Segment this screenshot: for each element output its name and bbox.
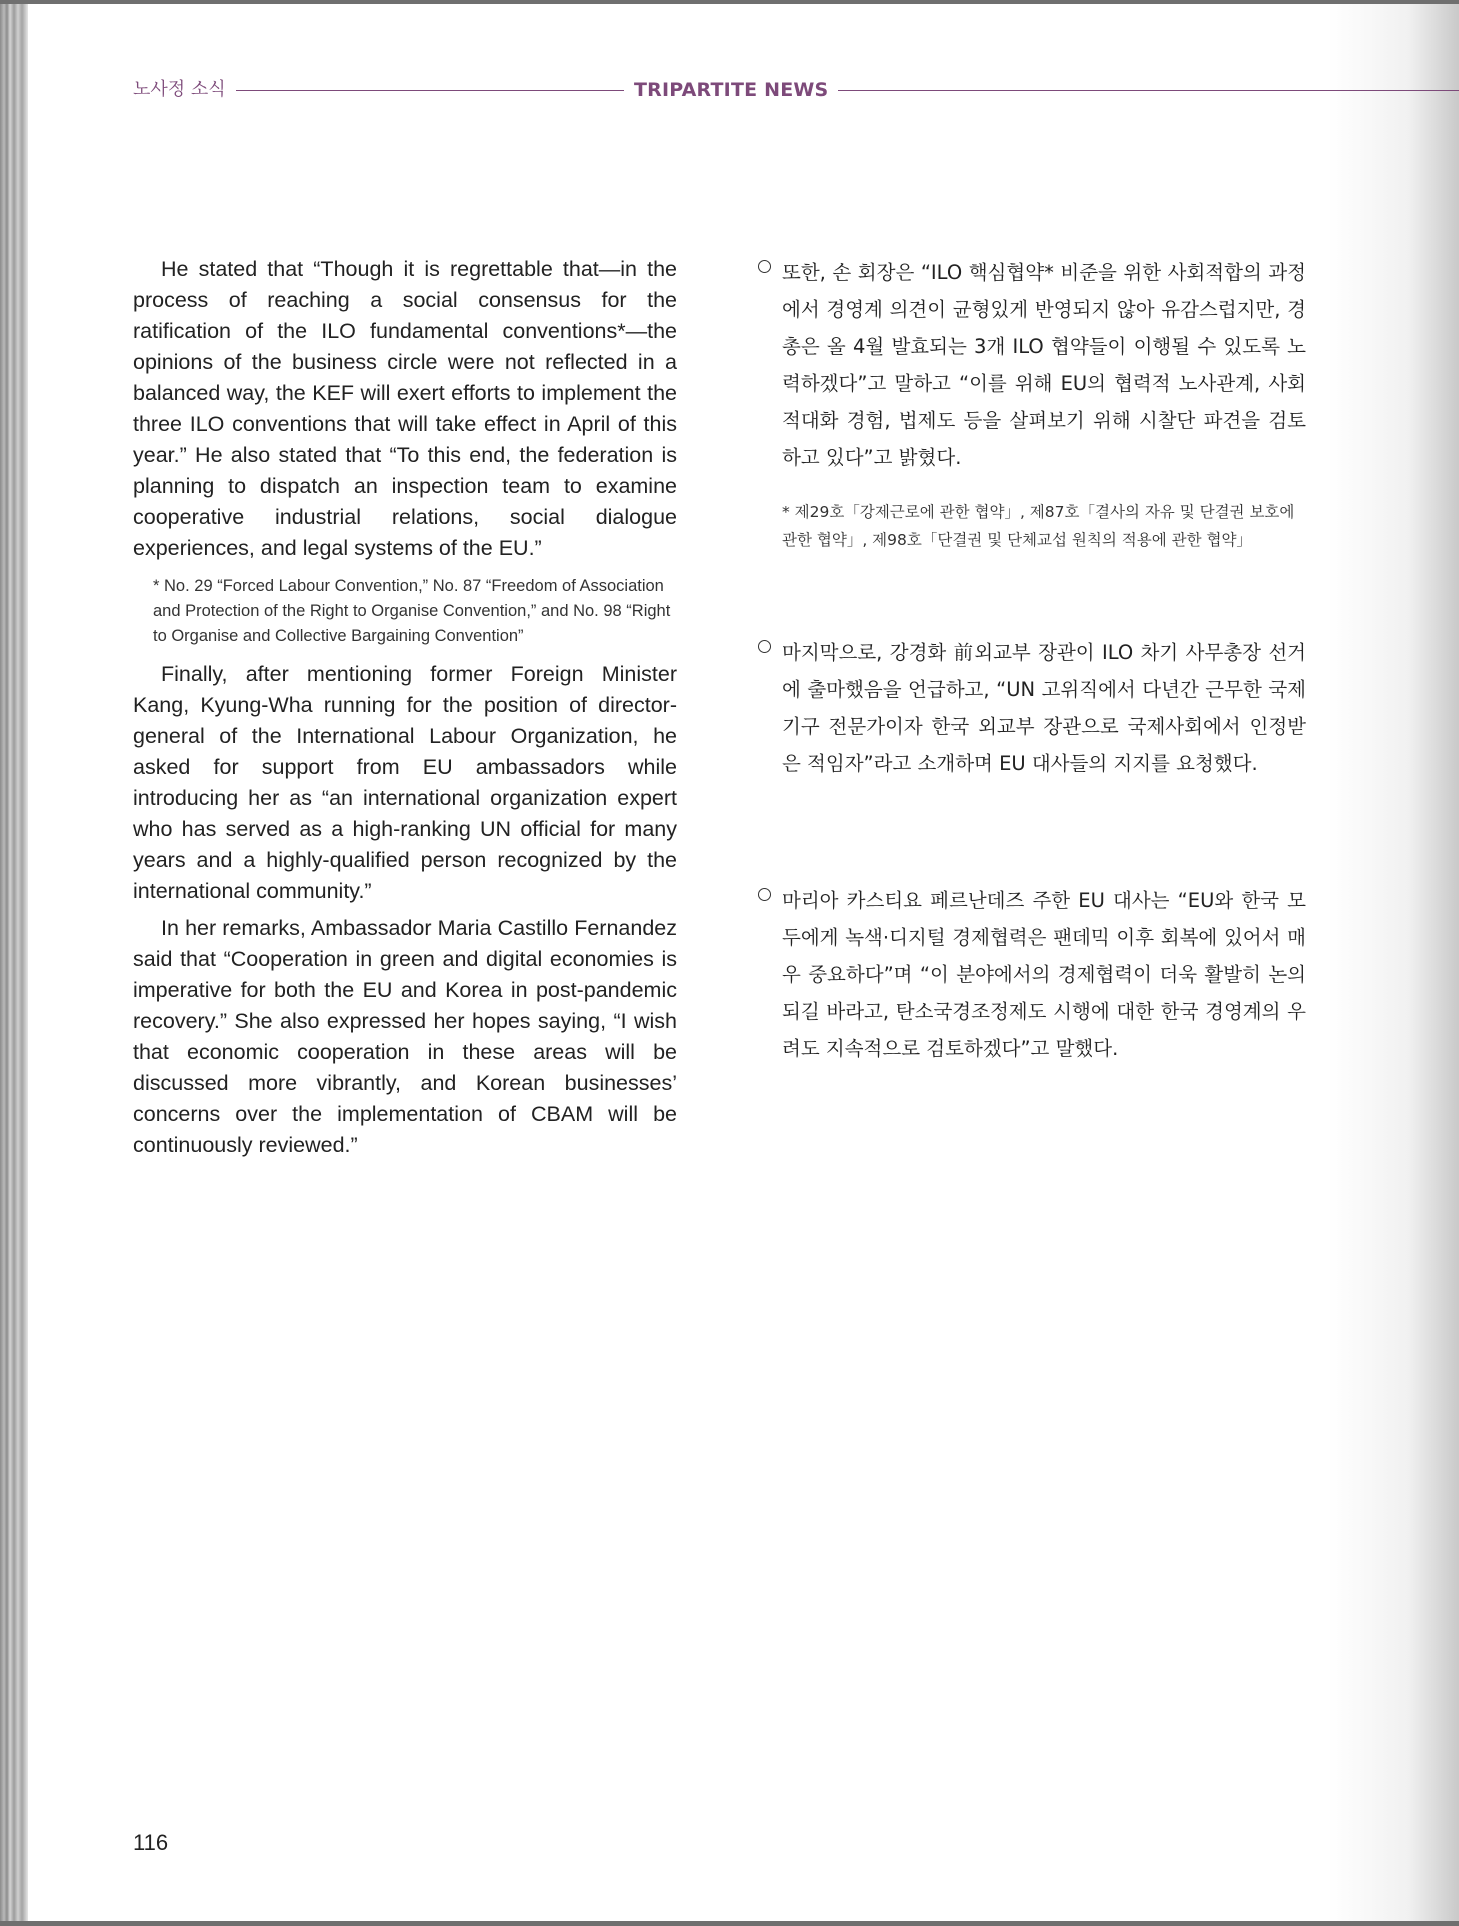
english-paragraph-2: Finally, after mentioning former Foreign Minister Kang, Kyung-Wha running for the position of director-general of the International Labour Organization, he asked for support from EU ambassadors while introducing her as “an international organization expert who has served as a high-ranking UN official for many years and a highly-qualified person recognized by the international community.” <box>133 662 677 903</box>
english-column <box>133 254 677 1161</box>
page-edge-bottom <box>0 1921 1459 1926</box>
english-paragraph-1: He stated that “Though it is regrettable that—in the process of reaching a social consensus for the ratification of the ILO fundamental conventions*—the opinions of the business circle were not reflected in a balanced way, the KEF will exert efforts to implement the three ILO conventions that will take effect in April of this year.” He also stated that “To this end, the federation is planning to dispatch an inspection team to examine cooperative industrial relations, social dialogue experiences, and legal systems of the EU.” <box>133 257 677 560</box>
korean-item-2 <box>758 634 1306 782</box>
english-paragraph-3: In her remarks, Ambassador Maria Castillo Fernandez said that “Cooperation in green and digital economies is imperative for both the EU and Korea in post-pandemic recovery.” She also expressed her hopes saying, “I wish that economic cooperation in these areas will be discussed more vibrantly, and Korean businesses’ concerns over the implementation of CBAM will be continuously reviewed.” <box>133 916 677 1157</box>
korean-item-3 <box>758 882 1306 1067</box>
section-label-korean: 노사정 소식 <box>133 79 226 100</box>
korean-footnote: * 제29호「강제근로에 관한 협약」, 제87호「결사의 자유 및 단결권 보호에 관한 협약」, 제98호「단결권 및 단체교섭 원칙의 적용에 관한 협약」 <box>782 503 1295 549</box>
header-rule-right <box>823 90 1459 91</box>
circle-bullet-icon <box>758 640 771 653</box>
page-number: 116 <box>133 1830 169 1855</box>
section-label-english: TRIPARTITE NEWS <box>624 76 838 104</box>
circle-bullet-icon <box>758 888 771 901</box>
korean-paragraph-3: 마리아 카스티요 페르난데즈 주한 EU 대사는 “EU와 한국 모두에게 녹색·디지털 경제협력은 팬데믹 이후 회복에 있어서 매우 중요하다”며 “이 분야에서의 경제협력이 더욱 활발히 논의되길 바라고, 탄소국경조정제도 시행에 대한 한국 경영계의 우려도 지속적으로 검토하겠다”고 말했다. <box>782 889 1306 1060</box>
korean-paragraph-2: 마지막으로, 강경화 前외교부 장관이 ILO 차기 사무총장 선거에 출마했음을 언급하고, “UN 고위직에서 다년간 근무한 국제기구 전문가이자 한국 외교부 장관으로 국제사회에서 인정받은 적임자”라고 소개하며 EU 대사들의 지지를 요청했다. <box>782 641 1306 775</box>
korean-item-1 <box>758 254 1306 476</box>
book-edge <box>0 0 28 1926</box>
running-header <box>133 76 1459 106</box>
english-footnote: * No. 29 “Forced Labour Convention,” No. 87 “Freedom of Association and Protection of the Right to Organise Convention,” and No. 98 “Right to Organise and Collective Bargaining Convention” <box>153 577 671 645</box>
korean-paragraph-1: 또한, 손 회장은 “ILO 핵심협약* 비준을 위한 사회적합의 과정에서 경영계 의견이 균형있게 반영되지 않아 유감스럽지만, 경총은 올 4월 발효되는 3개 ILO 협약들이 이행될 수 있도록 노력하겠다”고 말하고 “이를 위해 EU의 협력적 노사관계, 사회적대화 경험, 법제도 등을 살펴보기 위해 시찰단 파견을 검토하고 있다”고 밝혔다. <box>782 261 1306 469</box>
circle-bullet-icon <box>758 260 771 273</box>
